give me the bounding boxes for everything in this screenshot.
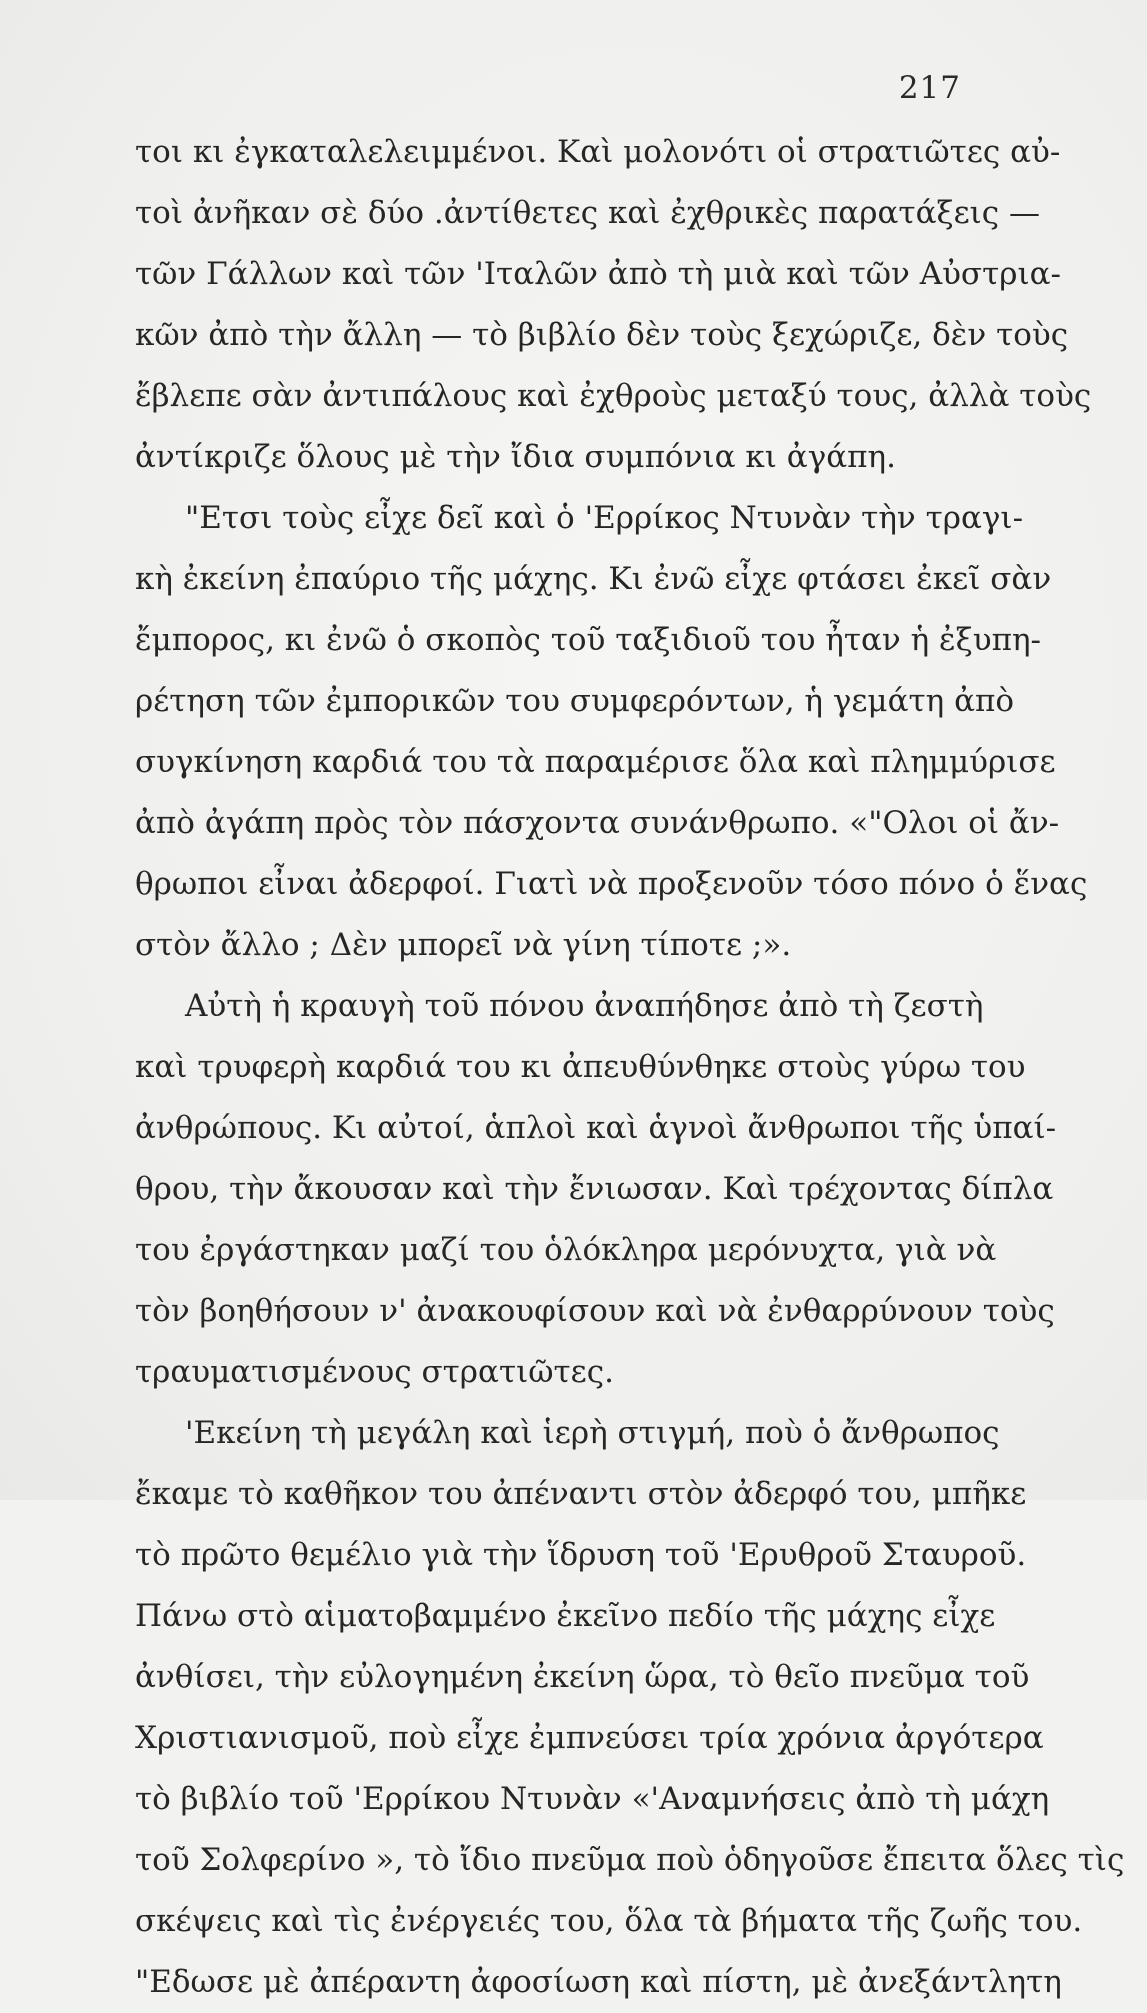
text-line: σκέψεις καὶ τὶς ἐνέργειές του, ὅλα τὰ βήματα τῆς ζωῆς του.	[135, 1903, 1083, 1939]
text-line: τὸν βοηθήσουν ν' ἀνακουφίσουν καὶ νὰ ἐνθαρρύνουν τοὺς	[135, 1293, 1055, 1329]
text-line: κὴ ἐκείνη ἐπαύριο τῆς μάχης. Κι ἐνῶ εἶχε φτάσει ἐκεῖ σὰν	[135, 561, 1052, 597]
text-line: στὸν ἄλλο ; Δὲν μπορεῖ νὰ γίνη τίποτε ;».	[135, 927, 792, 963]
text-line: κῶν ἀπὸ τὴν ἄλλη — τὸ βιβλίο δὲν τοὺς ξεχώριζε, δὲν τοὺς	[135, 317, 1069, 353]
text-line: τοῦ Σολφερίνο », τὸ ἴδιο πνεῦμα ποὺ ὁδηγοῦσε ἔπειτα ὅλες τὶς	[135, 1842, 1125, 1878]
text-line: τραυματισμένους στρατιῶτες.	[135, 1354, 614, 1390]
text-line: "Εδωσε μὲ ἀπέραντη ἀφοσίωση καὶ πίστη, μὲ ἀνεξάντλητη	[135, 1964, 1062, 2000]
text-line: τὸ πρῶτο θεμέλιο γιὰ τὴν ἵδρυση τοῦ 'Ερυθροῦ Σταυροῦ.	[135, 1537, 1027, 1573]
text-line: θρωποι εἶναι ἀδερφοί. Γιατὶ νὰ προξενοῦν τόσο πόνο ὁ ἕνας	[135, 866, 1088, 902]
text-line: ἀνθρώπους. Κι αὐτοί, ἁπλοὶ καὶ ἁγνοὶ ἄνθρωποι τῆς ὑπαί-	[135, 1110, 1057, 1146]
page-number: 217	[898, 70, 961, 106]
text-line: τοι κι ἐγκαταλελειμμένοι. Καὶ μολονότι οἱ στρατιῶτες αὐ-	[135, 134, 1061, 170]
text-line: τοὶ ἀνῆκαν σὲ δύο .ἀντίθετες καὶ ἐχθρικὲς παρατάξεις —	[135, 195, 1041, 231]
text-line: Πάνω στὸ αἱματοβαμμένο ἐκεῖνο πεδίο τῆς μάχης εἶχε	[135, 1598, 996, 1634]
text-line: ἀντίκριζε ὅλους μὲ τὴν ἴδια συμπόνια κι ἀγάπη.	[135, 439, 896, 475]
text-line: 'Εκείνη τὴ μεγάλη καὶ ἱερὴ στιγμή, ποὺ ὁ ἄνθρωπος	[185, 1415, 1000, 1451]
body-text	[135, 122, 1125, 2013]
text-line: θρου, τὴν ἄκουσαν καὶ τὴν ἔνιωσαν. Καὶ τρέχοντας δίπλα	[135, 1171, 1054, 1207]
text-line: ἔκαμε τὸ καθῆκον του ἀπέναντι στὸν ἀδερφό του, μπῆκε	[135, 1476, 1027, 1512]
text-line: συγκίνηση καρδιά του τὰ παραμέρισε ὅλα καὶ πλημμύρισε	[135, 744, 1056, 780]
text-line: ἀπὸ ἀγάπη πρὸς τὸν πάσχοντα συνάνθρωπο. «"Ολοι οἱ ἄν-	[135, 805, 1060, 841]
text-line: καὶ τρυφερὴ καρδιά του κι ἀπευθύνθηκε στοὺς γύρω του	[135, 1049, 1026, 1085]
text-line: Χριστιανισμοῦ, ποὺ εἶχε ἐμπνεύσει τρία χρόνια ἀργότερα	[135, 1720, 1044, 1756]
text-line: τὸ βιβλίο τοῦ 'Ερρίκου Ντυνὰν «'Αναμνήσεις ἀπὸ τὴ μάχη	[135, 1781, 1050, 1817]
text-line: τῶν Γάλλων καὶ τῶν 'Ιταλῶν ἀπὸ τὴ μιὰ καὶ τῶν Αὐστρια-	[135, 256, 1062, 292]
text-line: ἔβλεπε σὰν ἀντιπάλους καὶ ἐχθροὺς μεταξύ τους, ἀλλὰ τοὺς	[135, 378, 1092, 414]
text-line: ἔμπορος, κι ἐνῶ ὁ σκοπὸς τοῦ ταξιδιοῦ του ἦταν ἡ ἐξυπη-	[135, 622, 1042, 658]
text-line: "Ετσι τοὺς εἶχε δεῖ καὶ ὁ 'Ερρίκος Ντυνὰν τὴν τραγι-	[185, 500, 1024, 536]
text-line: ρέτηση τῶν ἐμπορικῶν του συμφερόντων, ἡ γεμάτη ἀπὸ	[135, 683, 1015, 719]
text-line: Αὐτὴ ἡ κραυγὴ τοῦ πόνου ἀναπήδησε ἀπὸ τὴ ζεστὴ	[185, 988, 984, 1024]
text-line: ἀνθίσει, τὴν εὐλογημένη ἐκείνη ὥρα, τὸ θεῖο πνεῦμα τοῦ	[135, 1659, 1030, 1695]
text-line: του ἐργάστηκαν μαζί του ὁλόκληρα μερόνυχτα, γιὰ νὰ	[135, 1232, 997, 1268]
